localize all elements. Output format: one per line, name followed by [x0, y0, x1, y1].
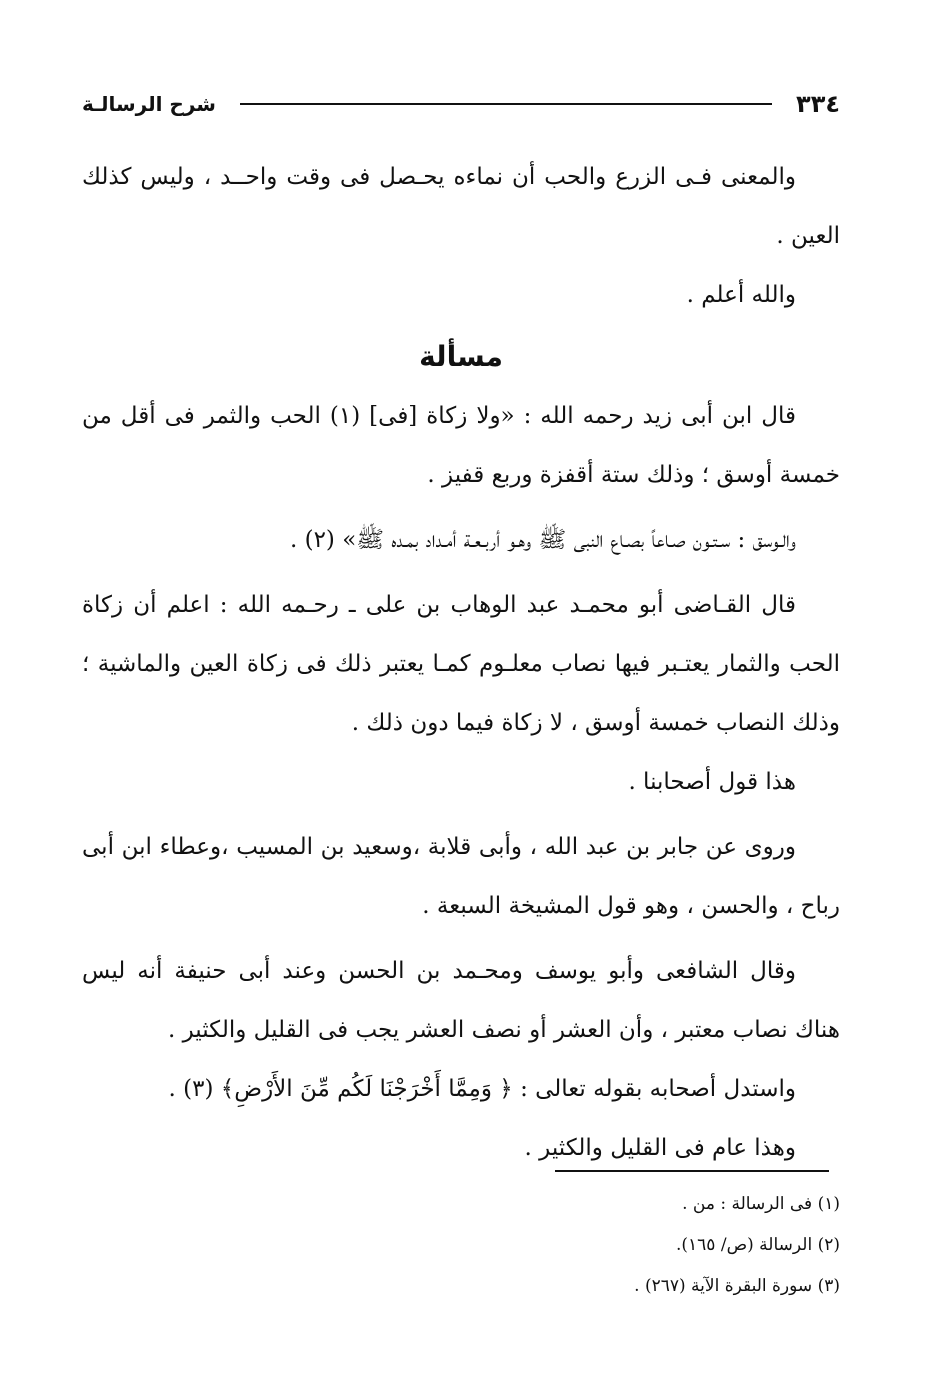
paragraph: وروى عن جابر بن عبد الله ، وأبى قلابة ،وسعيد بن المسيب ،وعطاء ابن أبى رباح ، والحسن ، وهو قول المشيخة السبعة .: [82, 834, 840, 919]
paragraph: وهذا عام فى القليل والكثير .: [524, 1135, 796, 1161]
footnote-1: (١) فى الرسالة : من .: [682, 1194, 840, 1214]
paragraph: والله أعلم .: [686, 282, 796, 308]
paragraph: وقال الشافعى وأبو يوسف ومحـمد بن الحسن وعند أبى حنيفة أنه ليس هناك نصاب معتبر ، وأن العشر أو نصف العشر يجب فى القليل والكثير .: [82, 958, 840, 1043]
footnote-separator: [555, 1170, 829, 1172]
footnotes: [82, 1184, 840, 1307]
paragraph: والـوسق : سـتـون صـاعاً بصـاع النبى ﷺ وهـو أربـعـة أمـداد بمـده ﷺ» (٢) .: [289, 527, 796, 553]
section-heading: مسألة: [419, 340, 503, 373]
paragraph: قال القـاضى أبو محمـد عبد الوهاب بن على ـ رحـمه الله : اعلم أن زكاة الحب والثمار يعتـبر فيها نصاب معلـوم كمـا يعتبر ذلك فى زكاة العين والماشية ؛ وذلك النصاب خمسة أوسق ، لا زكاة فيما دون ذلك .: [82, 592, 840, 736]
footnote-2: (٢) الرسالة (ص/ ١٦٥).: [676, 1235, 840, 1255]
running-title: شرح الرسالـة: [82, 92, 216, 116]
paragraph: واستدل أصحابه بقوله تعالى : ﴿ وَمِمَّا أَخْرَجْنَا لَكُم مِّنَ الأَرْضِ﴾ (٣) .: [168, 1076, 796, 1102]
paragraph: قال ابن أبى زيد رحمه الله : «ولا زكاة [فى] (١) الحب والثمر فى أقل من خمسة أوسق ؛ وذلك ستة أقفزة وربع قفيز .: [82, 403, 840, 488]
header-rule: [240, 103, 772, 105]
page-header: [82, 84, 840, 124]
footnote-3: (٣) سورة البقرة الآية (٢٦٧) .: [634, 1276, 840, 1296]
paragraph: هذا قول أصحابنا .: [628, 769, 796, 795]
paragraph: والمعنى فـى الزرع والحب أن نماءه يحـصل فى وقت واحــد ، وليس كذلك العين .: [82, 164, 840, 249]
main-text: [82, 148, 840, 1178]
page-number: ٣٣٤: [796, 90, 840, 118]
